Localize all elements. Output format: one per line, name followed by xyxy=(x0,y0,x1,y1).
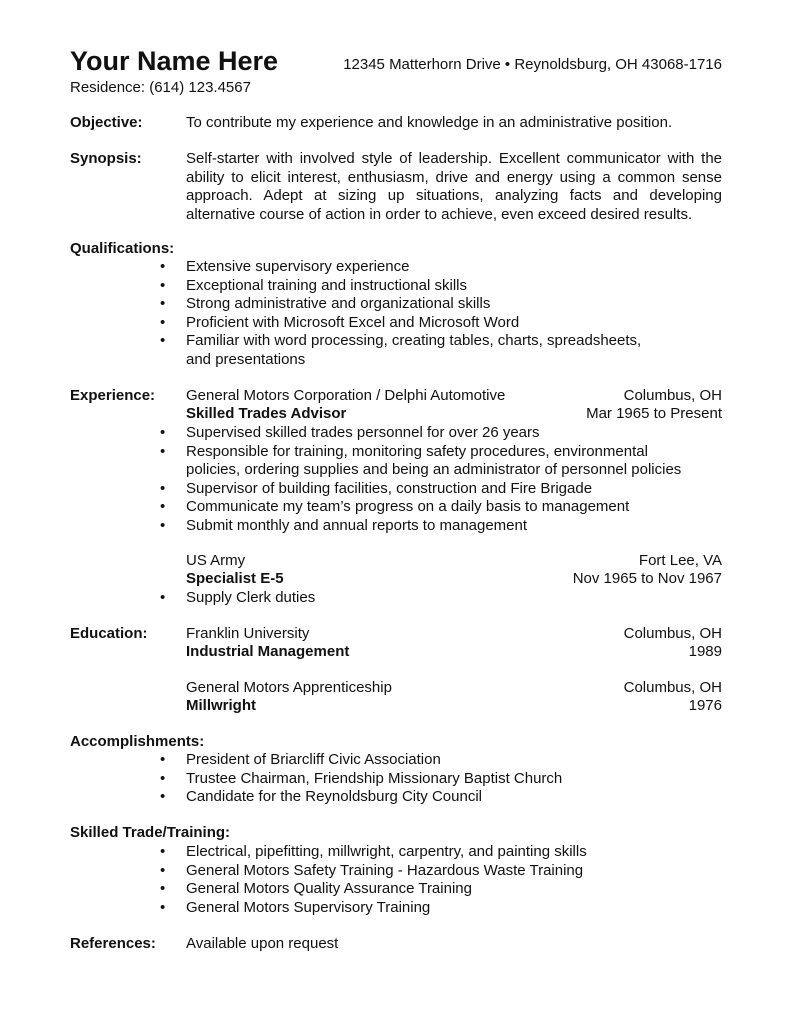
list-item: • Supervised skilled trades personnel for over 26 years xyxy=(160,424,540,441)
synopsis-heading: Synopsis: xyxy=(70,150,142,167)
accomplishments-heading: Accomplishments: xyxy=(70,733,205,750)
employer-name: US Army xyxy=(186,552,246,569)
references-text: Available upon request xyxy=(186,935,339,952)
objective-text: To contribute my experience and knowledge in an administrative position. xyxy=(186,114,673,131)
list-item: • Electrical, pipefitting, millwright, carpentry, and painting skills xyxy=(160,843,587,860)
bullet-icon: • xyxy=(160,332,166,349)
list-item: • Exceptional training and instructional skills xyxy=(160,276,467,294)
list-item: • General Motors Supervisory Training xyxy=(160,898,431,916)
job-title: Specialist E-5 xyxy=(186,570,284,587)
job-location: Columbus, OH xyxy=(623,387,722,404)
qualifications-heading: Qualifications: xyxy=(70,240,175,257)
bullet-icon: • xyxy=(160,276,166,294)
school-location: Columbus, OH xyxy=(623,625,722,642)
list-item: • President of Briarcliff Civic Association xyxy=(160,751,441,768)
school-program: Industrial Management xyxy=(186,643,350,660)
employer-name: General Motors Corporation / Delphi Automotive xyxy=(186,387,506,404)
job-dates: Nov 1965 to Nov 1967 xyxy=(572,570,722,587)
residence-phone: Residence: (614) 123.4567 xyxy=(70,79,251,96)
bullet-icon: • xyxy=(160,313,166,331)
bullet-icon: • xyxy=(160,479,166,497)
school-program: Millwright xyxy=(186,697,256,714)
list-item: • Responsible for training, monitoring safety procedures, environmental policies, ordering supplies and being an administrator of personnel policies xyxy=(160,442,682,478)
resume-header xyxy=(70,44,722,80)
training-list xyxy=(158,843,722,917)
list-item: • Submit monthly and annual reports to management xyxy=(160,516,528,534)
list-item: • Familiar with word processing, creating tables, charts, spreadsheets, and presentations xyxy=(160,332,642,368)
school-location: Columbus, OH xyxy=(623,679,722,696)
list-item: • General Motors Safety Training - Hazardous Waste Training xyxy=(160,861,584,879)
bullet-icon: • xyxy=(160,498,166,515)
school-year: 1976 xyxy=(688,697,722,714)
list-item: • Strong administrative and organizational skills xyxy=(160,295,491,312)
list-item: • Supply Clerk duties xyxy=(160,589,316,606)
bullet-icon: • xyxy=(160,516,166,534)
job-location: Fort Lee, VA xyxy=(638,552,722,569)
school-name: Franklin University xyxy=(186,625,310,642)
bullet-icon: • xyxy=(160,442,166,460)
bullet-icon: • xyxy=(160,589,166,606)
synopsis-text: Self-starter with involved style of leadership. Excellent communicator with the ability to elicit interest, enthusiasm, drive and energy using a common sense approach. Adept at sizing up situations, analyzing facts and developing alternative course of action in order to achieve, even exceed desired results. xyxy=(186,150,722,223)
training-heading: Skilled Trade/Training: xyxy=(70,824,231,841)
job-duties-list xyxy=(158,589,722,608)
job-dates: Mar 1965 to Present xyxy=(586,405,722,422)
list-item: • General Motors Quality Assurance Training xyxy=(160,880,472,897)
school-name: General Motors Apprenticeship xyxy=(186,679,392,696)
bullet-icon: • xyxy=(160,788,166,805)
job-duties-list xyxy=(158,424,722,535)
list-item: • Supervisor of building facilities, construction and Fire Brigade xyxy=(160,479,593,497)
bullet-icon: • xyxy=(160,843,166,860)
qualifications-list xyxy=(158,258,722,369)
bullet-icon: • xyxy=(160,258,166,275)
applicant-name: Your Name Here xyxy=(70,46,279,76)
mailing-address: 12345 Matterhorn Drive • Reynoldsburg, OH 43068-1716 xyxy=(343,56,722,73)
bullet-icon: • xyxy=(160,769,166,787)
job-title: Skilled Trades Advisor xyxy=(186,405,347,422)
list-item: • Extensive supervisory experience xyxy=(160,258,410,275)
bullet-icon: • xyxy=(160,424,166,441)
school-year: 1989 xyxy=(688,643,722,660)
bullet-icon: • xyxy=(160,295,166,312)
bullet-icon: • xyxy=(160,861,166,879)
bullet-icon: • xyxy=(160,751,166,768)
objective-heading: Objective: xyxy=(70,114,143,131)
bullet-icon: • xyxy=(160,898,166,916)
list-item: • Candidate for the Reynoldsburg City Council xyxy=(160,788,482,805)
education-heading: Education: xyxy=(70,625,148,642)
list-item: • Communicate my team’s progress on a daily basis to management xyxy=(160,498,630,515)
list-item: • Proficient with Microsoft Excel and Microsoft Word xyxy=(160,313,520,331)
list-item: • Trustee Chairman, Friendship Missionary Baptist Church xyxy=(160,769,563,787)
accomplishments-list xyxy=(158,751,722,807)
bullet-icon: • xyxy=(160,880,166,897)
experience-heading: Experience: xyxy=(70,387,156,404)
references-heading: References: xyxy=(70,935,156,952)
